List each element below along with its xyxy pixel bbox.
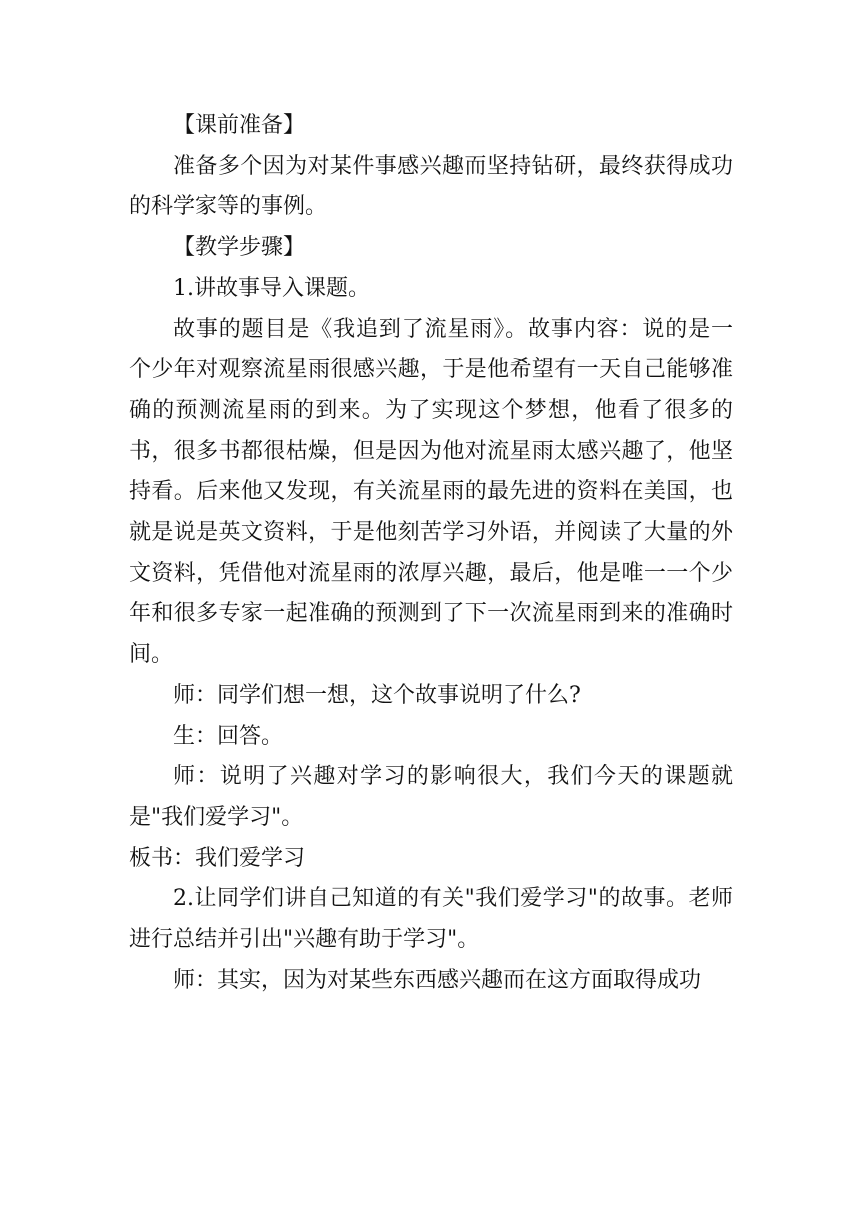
document-body <box>129 106 733 1001</box>
teacher-closing: 师：其实，因为对某些东西感兴趣而在这方面取得成功 <box>173 967 702 993</box>
teacher-explanation: 师：说明了兴趣对学习的影响很大，我们今天的课题就是"我们爱学习"。 <box>129 764 733 830</box>
teacher-question: 师：同学们想一想，这个故事说明了什么? <box>173 682 581 708</box>
preparation-paragraph: 准备多个因为对某件事感兴趣而坚持钻研，最终获得成功的科学家等的事例。 <box>129 153 733 220</box>
student-answer: 生：回答。 <box>173 723 284 749</box>
blackboard-note: 板书：我们爱学习 <box>129 845 306 871</box>
heading-preparation: 【课前准备】 <box>173 113 306 138</box>
story-paragraph: 故事的题目是《我追到了流星雨》。故事内容：说的是一个少年对观察流星雨很感兴趣，于是他希望有一天自己能够准确的预测流星雨的到来。为了实现这个梦想，他看了很多的书，很多书都很枯燥，但是因为他对流星雨太感兴趣了，他坚持看。后来他又发现，有关流星雨的最先进的资料在美国，也就是说是英文资料，于是他刻苦学习外语，并阅读了大量的外文资料，凭借他对流星雨的浓厚兴趣，最后，他是唯一一个少年和很多专家一起准确的预测到了下一次流星雨到来的准确时间。 <box>129 316 733 668</box>
step-1-title: 1.讲故事导入课题。 <box>173 275 370 301</box>
step-2-paragraph: 2.让同学们讲自己知道的有关"我们爱学习"的故事。老师进行总结并引出"兴趣有助于学习"。 <box>129 886 733 953</box>
heading-teaching-steps: 【教学步骤】 <box>173 235 306 261</box>
